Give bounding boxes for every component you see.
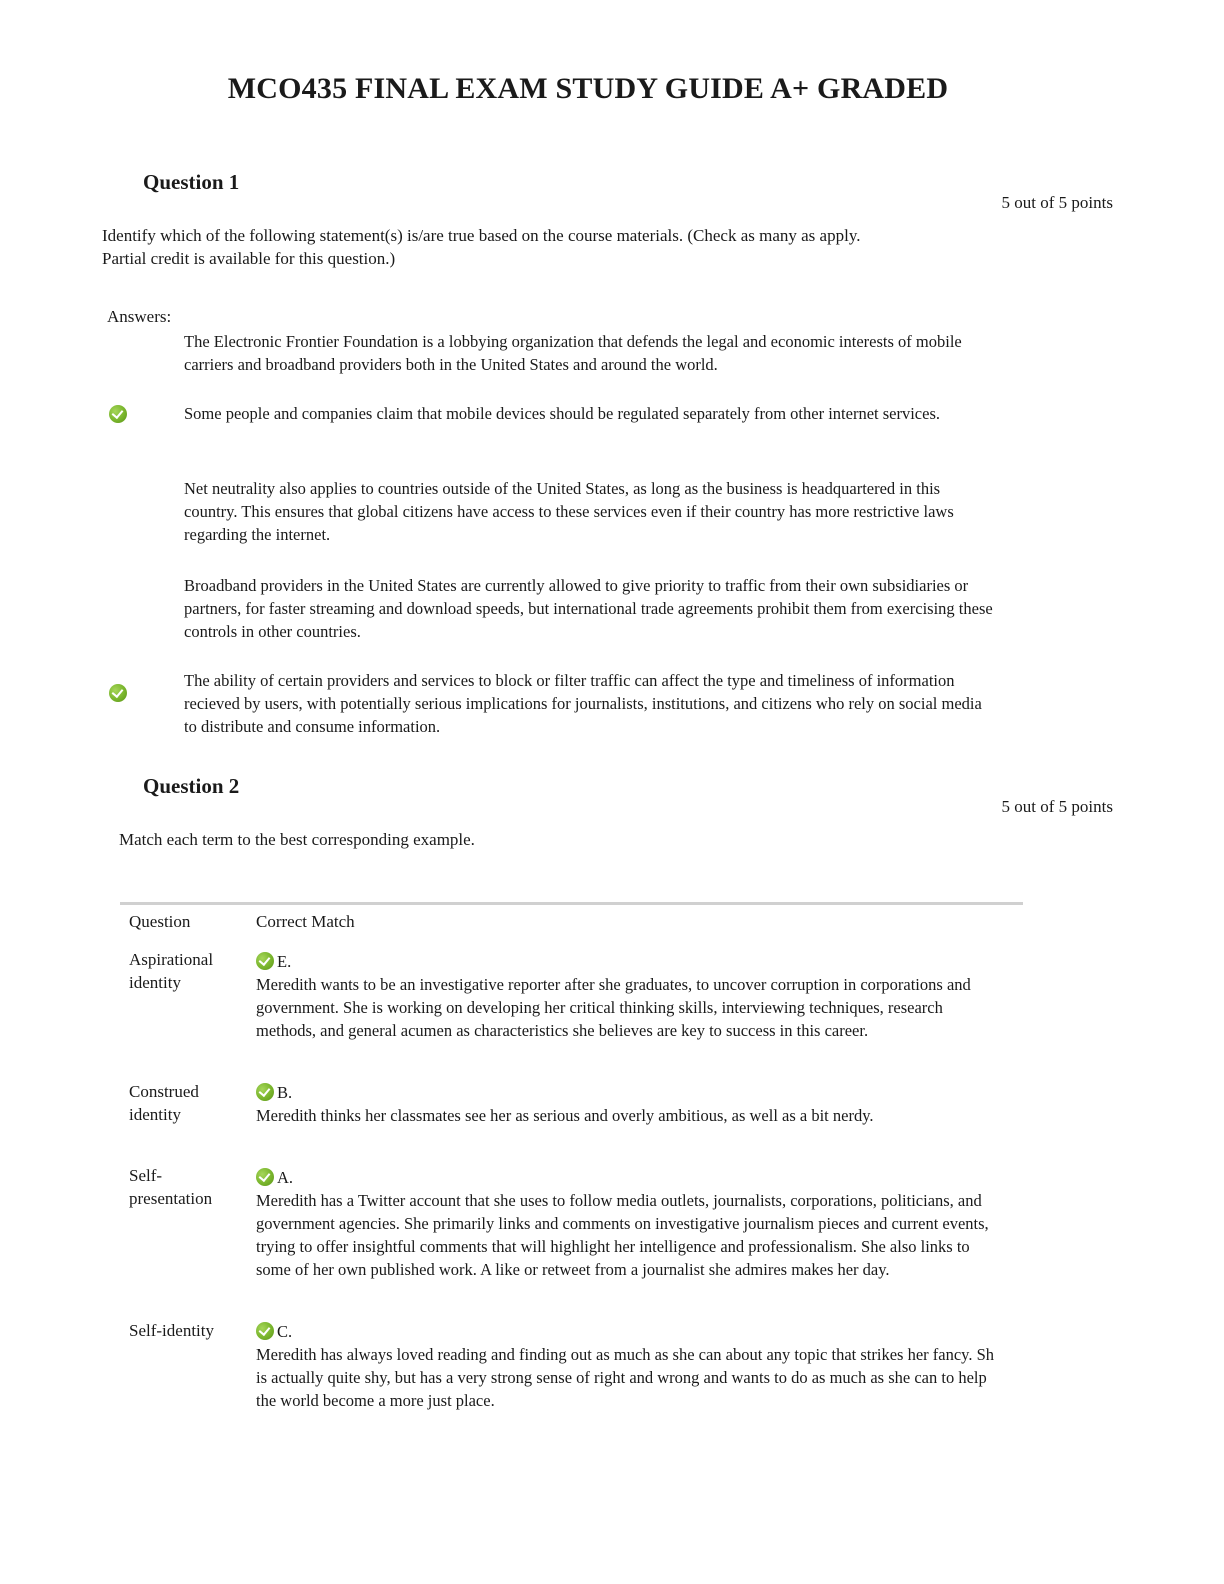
match-term: Construed identity: [129, 1082, 199, 1124]
question-1-points: 5 out of 5 points: [1001, 193, 1113, 212]
match-example-text: Meredith has always loved reading and finding out as much as she can about any topic that strikes her fancy. Sh is actually quite shy, but has a very strong sense of right and wrong and wants to do as much as she can to help the world become a more just place.: [256, 1345, 995, 1410]
match-term: Self-presentation: [129, 1166, 213, 1208]
question-2-prompt: Match each term to the best corresponding example.: [119, 830, 475, 849]
match-answer: [256, 1081, 1001, 1127]
correct-check-icon: [256, 1083, 274, 1101]
question-1-prompt-line-2: Partial credit is available for this question.): [102, 249, 396, 268]
question-2-points: 5 out of 5 points: [1001, 797, 1113, 816]
question-2-heading: Question 2: [143, 774, 240, 798]
answer-option-1: The Electronic Frontier Foundation is a lobbying organization that defends the legal and economic interests of mobile carriers and broadband providers both in the United States and around the world.: [184, 332, 962, 374]
match-term: Aspirational identity: [129, 950, 214, 992]
correct-check-icon: [256, 1168, 274, 1186]
match-term: Self-identity: [129, 1321, 214, 1340]
answer-option-2: Some people and companies claim that mobile devices should be regulated separately from other internet services.: [184, 404, 940, 423]
match-letter: A.: [277, 1168, 294, 1187]
answers-label: Answers:: [107, 307, 172, 326]
answer-option-5: The ability of certain providers and services to block or filter traffic can affect the type and timeliness of information recieved by users, with potentially serious implications for journalists, institutions, and citizens who rely on social media to distribute and consume information.: [184, 671, 982, 736]
correct-check-icon: [109, 684, 127, 702]
column-header-correct-match: Correct Match: [256, 912, 355, 931]
match-answer: [256, 1166, 1001, 1281]
match-letter: B.: [277, 1083, 293, 1102]
correct-check-icon: [109, 405, 127, 423]
correct-check-icon: [256, 952, 274, 970]
match-answer: [256, 950, 1001, 1042]
match-example-text: Meredith thinks her classmates see her as serious and overly ambitious, as well as a bit nerdy.: [256, 1106, 874, 1125]
answer-option-3: Net neutrality also applies to countries outside of the United States, as long as the business is headquartered in this country. This ensures that global citizens have access to these services even if their country has more restrictive laws regarding the internet.: [184, 479, 954, 544]
question-1-prompt-line-1: Identify which of the following statement(s) is/are true based on the course materials. (Check as many as apply.: [102, 226, 861, 245]
match-letter: E.: [277, 952, 292, 971]
column-header-question: Question: [129, 912, 191, 931]
document-title: MCO435 FINAL EXAM STUDY GUIDE A+ GRADED: [227, 72, 949, 105]
question-1-heading: Question 1: [143, 170, 240, 194]
match-example-text: Meredith wants to be an investigative reporter after she graduates, to uncover corruption in corporations and government. She is working on developing her critical thinking skills, interviewing techniques, research methods, and general acumen as characteristics she believes are key to success in this career.: [256, 975, 971, 1040]
match-answer: [256, 1320, 1001, 1412]
table-top-divider: [120, 902, 1023, 905]
answer-option-4: Broadband providers in the United States are currently allowed to give priority to traffic from their own subsidiaries or partners, for faster streaming and download speeds, but international trade agreements prohibit them from exercising these controls in other countries.: [184, 576, 993, 641]
match-example-text: Meredith has a Twitter account that she uses to follow media outlets, journalists, corporations, politicians, and government agencies. She primarily links and comments on investigative journalism pieces and current events, trying to offer insightful comments that will highlight her intelligence and professionalism. She also links to some of her own published work. A like or retweet from a journalist she admires makes her day.: [256, 1191, 989, 1279]
match-letter: C.: [277, 1322, 293, 1341]
correct-check-icon: [256, 1322, 274, 1340]
